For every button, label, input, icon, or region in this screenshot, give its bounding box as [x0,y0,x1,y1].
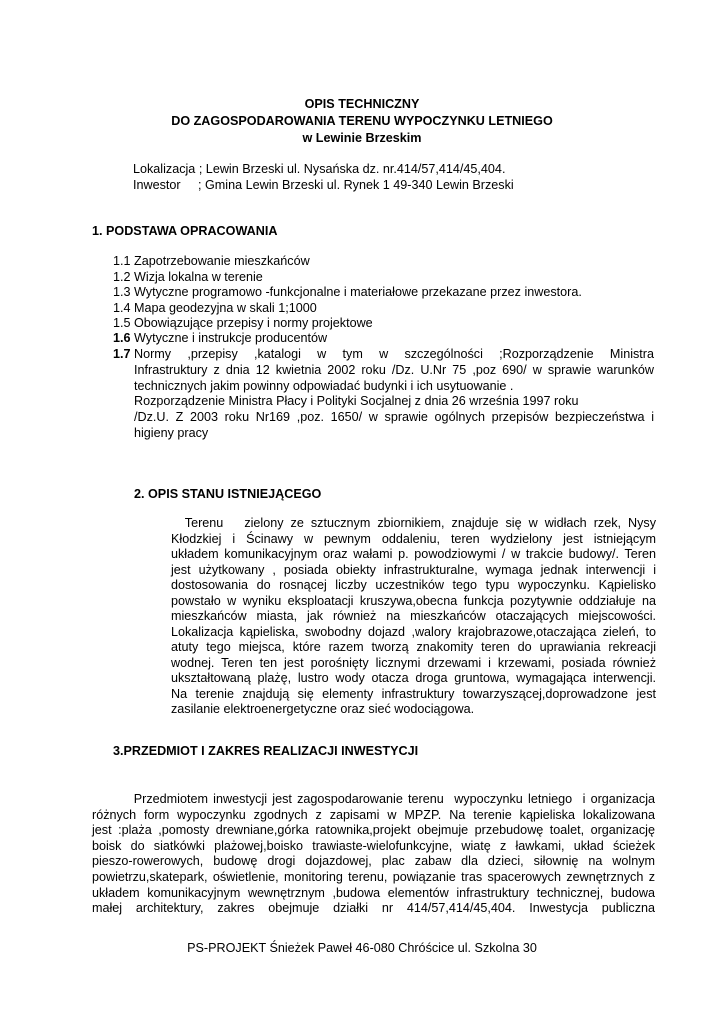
lokalizacja-label: Lokalizacja [133,162,196,176]
text-line: jest użytkowany , posiada obiekty infrastrukturalne, wymaga jednak interwencji i [171,562,656,577]
text-line: wodnej. Teren ten jest porośnięty licznymi drzewami i krzewami, posiada również [171,655,656,670]
text-line: różnych form wypoczynku zgodnych z zapisami w MPZP. Na terenie kąpieliska lokalizowana [92,807,655,822]
section1-item: 1.5 Obowiązujące przepisy i normy projektowe [113,316,373,330]
text-line: układem komunikacyjnym wewnętrznym ,budowa elementów infrastruktury technicznej, budowa [92,885,655,900]
section2-heading: 2. OPIS STANU ISTNIEJĄCEGO [134,487,322,501]
section3-heading: 3.PRZEDMIOT I ZAKRES REALIZACJI INWESTYCJI [113,744,419,758]
text-line: zasilanie elektroenergetyczne oraz sieć wodociągowa. [171,702,475,716]
text-line: /Dz.U. Z 2003 roku Nr169 ,poz. 1650/ w sprawie ogólnych przepisów bezpieczeństwa i [134,410,654,425]
text-line: Rozporządzenie Ministra Płacy i Polityki Socjalnej z dnia 26 września 1997 roku [134,394,579,409]
text-line: powstało w wyniku eksploatacji kruszywa,obecna funkcja pozytywnie oddziałuje na [171,593,656,608]
text-line: dostosowania do rosnącej liczby uczestników tego typu wypoczynku. Kąpielisko [171,578,656,592]
document-location-title: w Lewinie Brzeskim [302,131,422,145]
text-line: higieny pracy [134,425,209,440]
page-footer: PS-PROJEKT Śnieżek Paweł 46-080 Chróścice ul. Szkolna 30 [187,941,537,955]
text-line: mieszkańców miasta, jak również na mieszkańców otaczających miejscowości. [171,609,656,623]
section3-paragraph [92,792,655,917]
text-line: układem komunikacyjnym oraz wałami p. powodziowymi / w trakcie budowy/. Teren [171,547,656,561]
text-line: Kłodzkiej i Ścinawy w pewnym oddaleniu, teren wydzielony jest istniejącym [171,531,656,546]
meta-lokalizacja [133,162,505,176]
item-text: Wytyczne i instrukcje producentów [130,331,328,345]
text-line: atuty tego miejsca, które razem tworzą znakomity teren do uprawiania rekreacji [171,640,656,654]
item-number: 1.6 [113,331,131,345]
text-line: boisk do siatkówki plażowej,boisko trawiaste-wielofunkcyjne, wiatę z ławkami, układ ścieżek [92,838,655,853]
section1-item: 1.3 Wytyczne programowo -funkcjonalne i materiałowe przekazane przez inwestora. [113,285,582,299]
lokalizacja-value: ; Lewin Brzeski ul. Nysańska dz. nr.414/57,414/45,404. [198,162,506,176]
text-line: pieszo-rowerowych, budowę drogi dojazdowej, plac zabaw dla dzieci, siłownię na wolnym [92,854,655,869]
text-line: jest :plaża ,pomosty drewniane,górka ratownika,projekt obejmuje przebudowę toalet, organizację [92,823,655,838]
section1-item-1-7-text [134,347,654,442]
text-line: powietrzu,skatepark, oświetlenie, monitoring terenu, powiązanie tras spacerowych zewnętrznych z [92,869,655,884]
document-title: OPIS TECHNICZNY [304,97,420,111]
section1-item: 1.4 Mapa geodezyjna w skali 1;1000 [113,301,317,315]
inwestor-label: Inwestor [133,178,181,192]
item-number-1-7: 1.7 [113,347,131,361]
text-line: Lokalizacja kąpieliska, swobodny dojazd ,walory krajobrazowe,otaczająca zieleń, to [171,624,656,639]
document-subtitle: DO ZAGOSPODAROWANIA TERENU WYPOCZYNKU LETNIEGO [171,114,553,128]
section1-item: 1.2 Wizja lokalna w terenie [113,270,263,284]
text-line: małej architektury, zakres obejmuje działki nr 414/57,414/45,404. Inwestycja publiczna [92,901,655,916]
text-line: ukształtowaną plażę, lustro wody otacza droga gruntowa, wymagająca interwencji. [171,671,656,685]
text-line: Terenu zielony ze sztucznym zbiornikiem, znajduje się w widłach rzek, Nysy [171,516,656,530]
text-line: Na terenie znajdują się elementy infrastruktury towarzyszącej,doprowadzone jest [171,686,656,701]
meta-inwestor [133,178,514,192]
section2-paragraph [171,516,656,718]
text-line: Infrastruktury z dnia 12 kwietnia 2002 roku /Dz. U.Nr 75 ,poz 690/ w sprawie warunków [134,362,654,377]
section1-item: 1.1 Zapotrzebowanie mieszkańców [113,254,310,268]
text-line: Normy ,przepisy ,katalogi w tym w szczególności ;Rozporządzenie Ministra [134,347,654,361]
section1-item-1-6 [113,331,327,345]
text-line: technicznych jakim powinny odpowiadać budynki i ich usytuowanie . [134,378,514,393]
section1-heading: 1. PODSTAWA OPRACOWANIA [92,224,278,238]
inwestor-value: ; Gmina Lewin Brzeski ul. Rynek 1 49-340 Lewin Brzeski [198,178,514,192]
text-line: Przedmiotem inwestycji jest zagospodarowanie terenu wypoczynku letniego i organizacja [92,792,655,806]
